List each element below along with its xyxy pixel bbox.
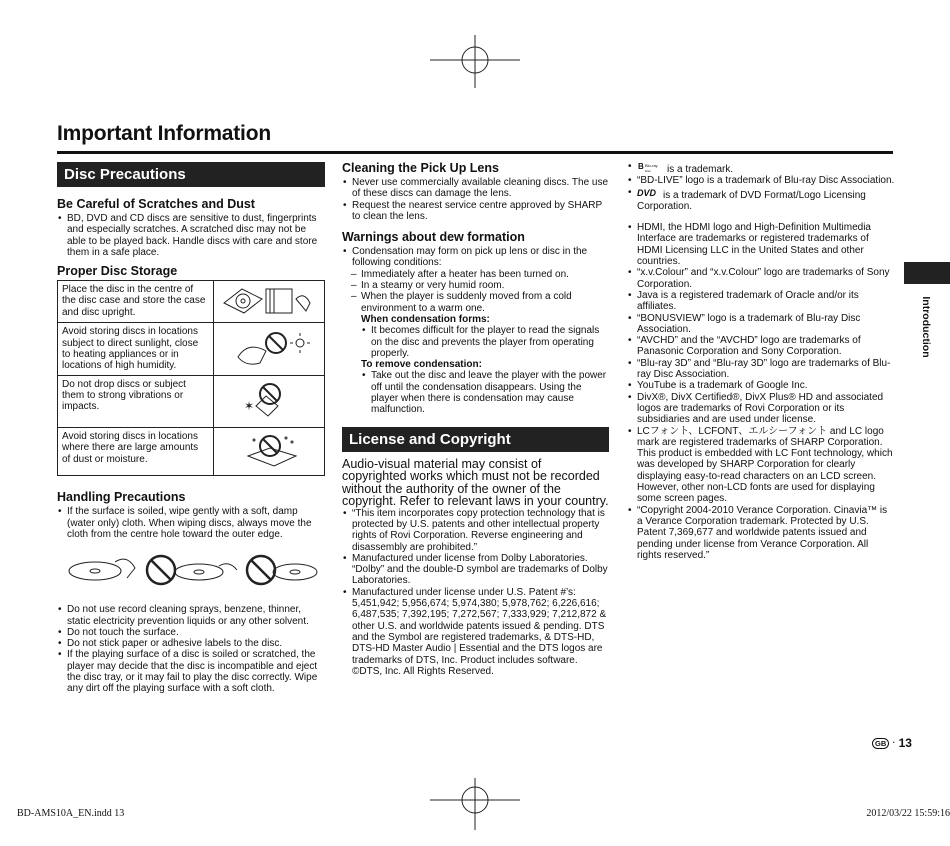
list-item: • “Blu-ray 3D” and “Blu-ray 3D” logo are trademarks of Blu-ray Disc Association. [627,358,895,381]
storage-text: Place the disc in the centre of the disc case and store the case and disc upright. [58,281,214,323]
column-trademarks [627,161,895,561]
list-item: • Do not touch the surface. [57,627,325,638]
license-list [342,508,609,677]
svg-text:DVD: • DVD [637,187,657,198]
list-item: • “BD-LIVE” logo is a trademark of Blu-ray Disc Association. [627,175,895,186]
storage-text: Avoid storing discs in locations subject to direct sunlight, close to heating appliances or in locations of high humidity. [58,323,214,375]
list-item: • “AVCHD” and the “AVCHD” logo are trademarks of Panasonic Corporation and Sony Corporation. [627,335,895,358]
list-item: – In a steamy or very humid room. [342,280,609,291]
page-number-value: 13 [898,736,912,750]
list-item: • “Copyright 2004-2010 Verance Corporation. Cinavia™ is a Verance Corporation trademark. Protected by U.S. Patent 7,369,677 and worldwide patents issued and pending under license from Verance Corporation. All rights reserved.” [627,505,895,561]
list-item: • It becomes difficult for the player to read the signals on the disc and prevents the player from operating properly. [361,325,609,359]
list-item: • HDMI, the HDMI logo and High-Definition Multimedia Interface are trademarks or registered trademarks of HDMI Licensing LLC in the United States and other countries. [627,222,895,267]
side-tab-label: Introduction [920,296,932,358]
list-item: • “x.v.Colour” and “x.v.Colour” logo are trademarks of Sony Corporation. [627,267,895,290]
list-item: • YouTube is a trademark of Google Inc. [627,380,895,391]
list-item: • Take out the disc and leave the player with the power off until the condensation disappears. Using the player when there is condensation may cause malfunction. [361,370,609,415]
no-sunlight-icon [214,323,324,371]
column-cleaning-license [342,161,609,677]
page-title: Important Information [57,122,271,145]
trademark-list [627,161,895,561]
section-title-license: License and Copyright [342,427,609,452]
handling-list [57,506,325,540]
trademark-text: is a trademark. [667,164,734,175]
scratches-list [57,213,325,258]
trademark-text: is a trademark of DVD Format/Logo Licensing Corporation. [637,189,866,212]
list-item: • BD, DVD and CD discs are sensitive to dust, fingerprints and especially scratches. A scratched disc may not be able to be played back. Handle discs with care and store them in a safe place. [57,213,325,258]
remove-condensation-label: To remove condensation: [361,359,482,371]
cleaning-list [342,177,609,222]
svg-text:B: • B [638,162,644,171]
table-row [58,323,325,375]
list-item: • Manufactured under license from Dolby Laboratories. “Dolby” and the double-D symbol are trademarks of Dolby Laboratories. [342,553,609,587]
remove-condensation-list [342,370,609,415]
list-item: – Immediately after a heater has been turned on. [342,269,609,280]
list-item [627,187,895,213]
list-item: • “This item incorporates copy protection technology that is protected by U.S. patents and other intellectual property rights of Rovi Corporation. Reverse engineering and disassembly are prohibited.” [342,508,609,553]
title-rule [57,151,893,154]
storage-illustration [214,323,325,375]
svg-text:✶: ✶ [244,398,255,413]
when-condensation-list [342,325,609,359]
side-tab-marker [904,262,950,284]
table-row [58,428,325,476]
list-item: • “BONUSVIEW” logo is a trademark of Blu-ray Disc Association. [627,313,895,336]
no-drop-icon [214,376,324,424]
list-item: • Manufactured under license under U.S. Patent #’s: 5,451,942; 5,956,674; 5,974,380; 5,978,762; 6,226,616; 6,487,535; 7,392,195; 7,272,567; 7,333,929; 7,212,872 & other U.S. and worldwide patents issued & pending. DTS and the Symbol are registered trademarks, & DTS-HD, DTS-HD Master Audio | Essential and the DTS logos are trademarks of DTS, Inc. Product includes software. ©DTS, Inc. All Rights Reserved. [342,587,609,677]
when-condensation-label: When condensation forms: [361,313,490,325]
bluray-logo-icon [637,161,663,171]
page-number [872,736,912,750]
list-item: • Never use commercially available cleaning discs. The use of these discs can damage the lens. [342,177,609,200]
footer-timestamp: 2012/03/22 15:59:16 [866,808,950,819]
table-row [58,281,325,323]
heading-handling: Handling Precautions [57,490,186,505]
svg-text:Blu-ray: Blu-ray [645,163,658,168]
storage-text: Avoid storing discs in locations where there are large amounts of dust or moisture. [58,428,214,476]
disc-case-icon [214,281,324,319]
storage-illustration [214,375,325,427]
no-dust-icon [214,428,324,472]
page-number-separator: · [892,738,896,747]
list-item: • Java is a registered trademark of Oracle and/or its affiliates. [627,290,895,313]
storage-illustration [214,281,325,323]
list-item: • LCフォント、LCFONT、エルシーフォント and LC logo mark are registered trademarks of SHARP Corporation. This product is embedded with LC Font technology, which was developed by SHARP Corporation for clearly displaying easy-to-read characters on an LCD screen. However, other non-LCD fonts are used for displaying some screen pages. [627,426,895,505]
heading-storage: Proper Disc Storage [57,264,178,279]
storage-illustration [214,428,325,476]
list-item [627,161,895,175]
handling-list-2 [57,604,325,694]
list-item: • Condensation may form on pick up lens or disc in the following conditions: [342,246,609,269]
list-item: • If the surface is soiled, wipe gently with a soft, damp (water only) cloth. When wiping discs, always move the cloth from the centre hole toward the outer edge. [57,506,325,540]
list-item: – When the player is suddenly moved from a cold environment to a warm one. [342,291,609,314]
region-badge-icon: GB [872,738,889,749]
heading-scratches: Be Careful of Scratches and Dust [57,197,255,211]
svg-text:Disc: Disc [645,169,651,173]
section-title-disc-precautions: Disc Precautions [57,162,325,187]
list-item: • DivX®, DivX Certified®, DivX Plus® HD and associated logos are trademarks of Rovi Corporation or its subsidiaries and are used under license. [627,392,895,426]
storage-text: Do not drop discs or subject them to strong vibrations or impacts. [58,375,214,427]
license-intro: Audio-visual material may consist of copyrighted works which must not be recorded without the authority of the owner of the copyright. Refer to relevant laws in your country. [342,456,609,509]
disc-wiping-illustration [57,546,325,596]
list-item: • Request the nearest service centre approved by SHARP to clean the lens. [342,200,609,223]
column-disc-precautions [57,162,325,695]
list-item: • If the playing surface of a disc is soiled or scratched, the player may decide that the disc is incompatible and eject the disc tray, or it may fail to play the disc correctly. Wipe any dirt off the playing surface with a soft cloth. [57,649,325,694]
heading-cleaning: Cleaning the Pick Up Lens [342,161,499,175]
table-row [58,375,325,427]
storage-table [57,280,325,476]
list-item: • Do not stick paper or adhesive labels to the disc. [57,638,325,649]
dvd-logo-icon [637,187,659,197]
heading-dew: Warnings about dew formation [342,230,525,245]
footer-filename: BD-AMS10A_EN.indd 13 [17,808,125,819]
list-item: • Do not use record cleaning sprays, benzene, thinner, static electricity prevention liquids or any other solvent. [57,604,325,627]
dew-conditions [342,269,609,314]
dew-list [342,246,609,269]
